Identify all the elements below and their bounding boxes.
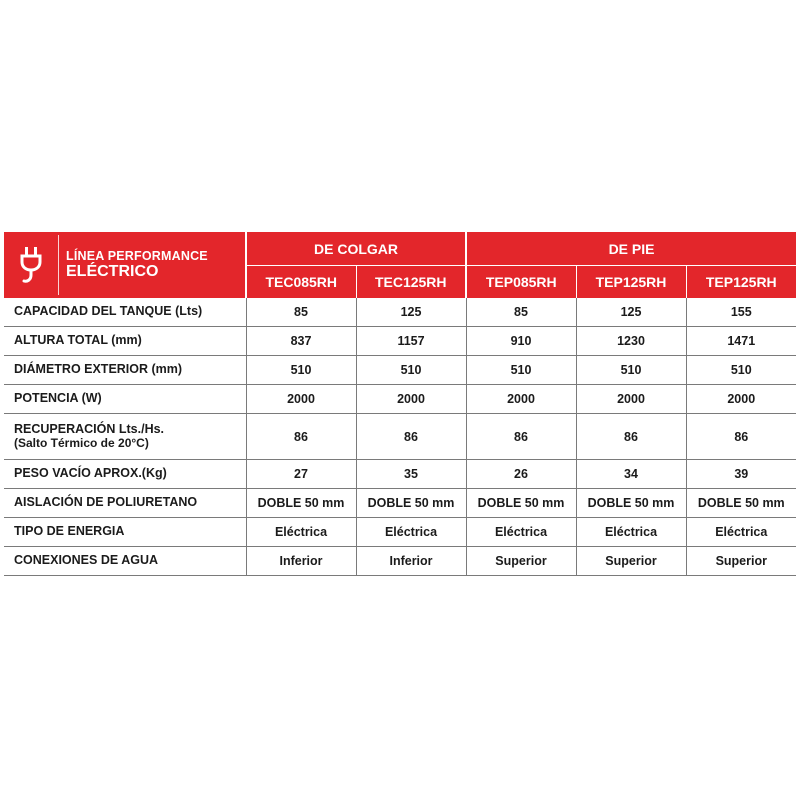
table-cell: 39 bbox=[686, 460, 796, 489]
table-cell: 85 bbox=[466, 298, 576, 327]
brand-line-1: LÍNEA PERFORMANCE bbox=[66, 249, 208, 264]
table-cell: DOBLE 50 mm bbox=[356, 489, 466, 518]
table-cell: Inferior bbox=[356, 547, 466, 576]
row-label: AISLACIÓN DE POLIURETANO bbox=[4, 489, 246, 518]
table-cell: 26 bbox=[466, 460, 576, 489]
table-cell: 35 bbox=[356, 460, 466, 489]
row-label: POTENCIA (W) bbox=[4, 385, 246, 414]
brand-header-cell bbox=[4, 232, 246, 298]
table-row bbox=[4, 518, 796, 547]
table-cell: 155 bbox=[686, 298, 796, 327]
row-label: CONEXIONES DE AGUA bbox=[4, 547, 246, 576]
table-cell: Eléctrica bbox=[246, 518, 356, 547]
brand-line-2: ELÉCTRICO bbox=[66, 262, 159, 280]
table-cell: 125 bbox=[576, 298, 686, 327]
model-header: TEP085RH bbox=[466, 266, 576, 299]
row-label: PESO VACÍO APROX.(Kg) bbox=[4, 460, 246, 489]
table-cell: Eléctrica bbox=[466, 518, 576, 547]
table-cell: 85 bbox=[246, 298, 356, 327]
table-cell: Eléctrica bbox=[576, 518, 686, 547]
table-row bbox=[4, 460, 796, 489]
table-cell: Superior bbox=[576, 547, 686, 576]
row-label: DIÁMETRO EXTERIOR (mm) bbox=[4, 356, 246, 385]
table-cell: 510 bbox=[356, 356, 466, 385]
table-cell: Superior bbox=[466, 547, 576, 576]
table-cell: DOBLE 50 mm bbox=[576, 489, 686, 518]
table-row bbox=[4, 356, 796, 385]
table-cell: 1471 bbox=[686, 327, 796, 356]
table-cell: DOBLE 50 mm bbox=[246, 489, 356, 518]
table-cell: 125 bbox=[356, 298, 466, 327]
table-row bbox=[4, 414, 796, 460]
table-cell: 1230 bbox=[576, 327, 686, 356]
table-cell: 510 bbox=[686, 356, 796, 385]
table-row bbox=[4, 385, 796, 414]
table-row bbox=[4, 547, 796, 576]
table-cell: 910 bbox=[466, 327, 576, 356]
row-label bbox=[4, 414, 246, 460]
table-cell: 2000 bbox=[576, 385, 686, 414]
table-cell: 34 bbox=[576, 460, 686, 489]
table-cell: 1157 bbox=[356, 327, 466, 356]
table-cell: 27 bbox=[246, 460, 356, 489]
table-cell: Inferior bbox=[246, 547, 356, 576]
table-cell: 86 bbox=[576, 414, 686, 460]
table-cell: 86 bbox=[246, 414, 356, 460]
table-row bbox=[4, 327, 796, 356]
row-label-sub: (Salto Térmico de 20°C) bbox=[14, 435, 149, 450]
table-cell: Eléctrica bbox=[356, 518, 466, 547]
table-cell: 2000 bbox=[466, 385, 576, 414]
table-cell: 2000 bbox=[686, 385, 796, 414]
table-cell: Superior bbox=[686, 547, 796, 576]
model-header: TEC085RH bbox=[246, 266, 356, 299]
table-cell: 510 bbox=[246, 356, 356, 385]
table-cell: 86 bbox=[356, 414, 466, 460]
row-label-main: RECUPERACIÓN Lts./Hs. bbox=[14, 422, 165, 437]
spec-table bbox=[4, 232, 796, 576]
table-cell: DOBLE 50 mm bbox=[686, 489, 796, 518]
row-label: ALTURA TOTAL (mm) bbox=[4, 327, 246, 356]
row-label: CAPACIDAD DEL TANQUE (Lts) bbox=[4, 298, 246, 327]
table-row bbox=[4, 489, 796, 518]
table-cell: DOBLE 50 mm bbox=[466, 489, 576, 518]
table-cell: 86 bbox=[466, 414, 576, 460]
table-cell: 2000 bbox=[356, 385, 466, 414]
table-cell: 2000 bbox=[246, 385, 356, 414]
table-cell: 510 bbox=[576, 356, 686, 385]
table-cell: Eléctrica bbox=[686, 518, 796, 547]
model-header: TEC125RH bbox=[356, 266, 466, 299]
model-header: TEP125RH bbox=[686, 266, 796, 299]
table-cell: 510 bbox=[466, 356, 576, 385]
row-label: TIPO DE ENERGIA bbox=[4, 518, 246, 547]
group-floor-header: DE PIE bbox=[466, 232, 796, 266]
table-row bbox=[4, 298, 796, 327]
electric-plug-icon bbox=[4, 235, 59, 295]
model-header: TEP125RH bbox=[576, 266, 686, 299]
table-cell: 837 bbox=[246, 327, 356, 356]
group-wall-header: DE COLGAR bbox=[246, 232, 466, 266]
table-cell: 86 bbox=[686, 414, 796, 460]
